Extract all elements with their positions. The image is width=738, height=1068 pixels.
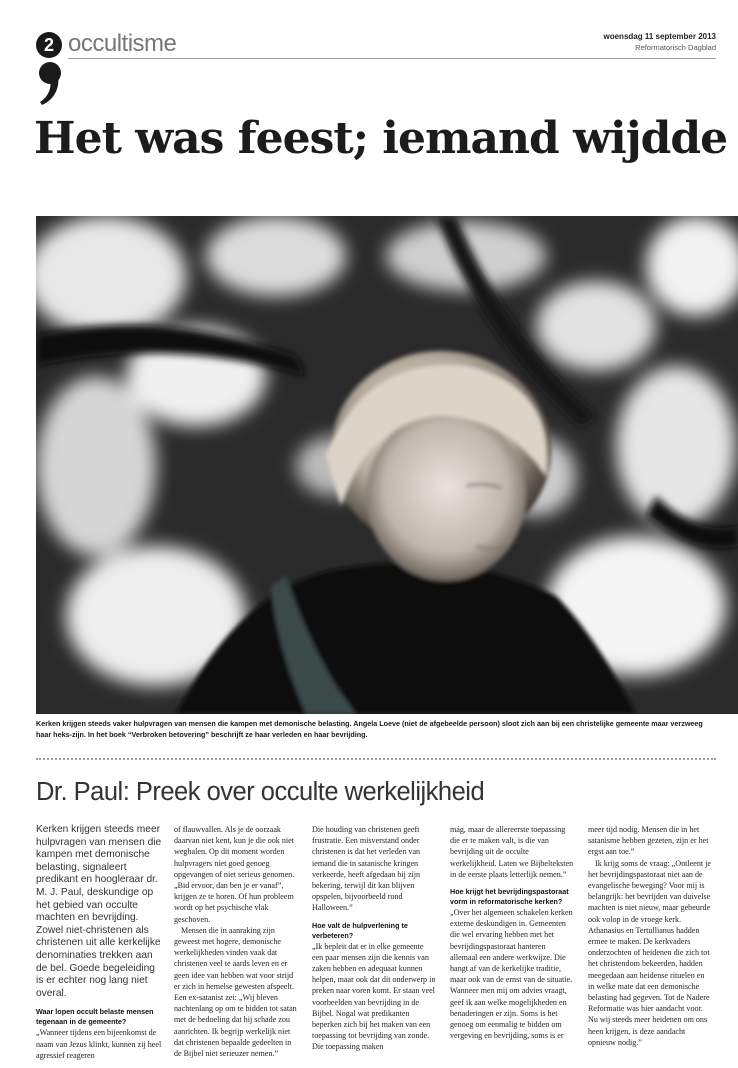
- photo-caption: Kerken krijgen steeds vaker hulpvragen van mensen die kampen met demonische belasting. Angela Loeve (niet de afgebeelde persoon) sloot zich aan bij een christelijke gemeente maar verzweeg haar heks-zijn. In het boek “Verbroken betovering” beschrijft ze haar verleden en haar bevrijding.: [36, 719, 703, 739]
- article-paragraph: meer tijd nodig. Mensen die in het satanisme hebben gezeten, zijn er het ergst aan toe.”: [588, 825, 709, 857]
- interview-question-1: Waar lopen occult belaste mensen tegenaan in de gemeente?: [36, 1007, 154, 1027]
- article-paragraph: „Ik bepleit dat er in elke gemeente een paar mensen zijn die kennis van zaken hebben en adequaat kunnen helpen, maar ook dat dit onderwerp in preken naar voren komt. Er staan veel voorbeelden van bevrijding in de Bijbel. Nogal wat predikanten beperken zich bij het maken van een toepassing tot bevrijding van zonde. Die toepassing maken: [312, 941, 436, 1052]
- article-paragraph: „Wanneer tijdens een bijeenkomst de naam van Jezus klinkt, kunnen zij heel agressief reageren: [36, 1028, 162, 1060]
- article-column-1: [36, 824, 164, 1061]
- article-paragraph: „Over het algemeen schakelen kerken externe deskundigen in. Gemeenten die wel ervaring hebben met het bevrijdingspastoraat hanteren allemaal een andere werkwijze. Die hangt af van de kerkelijke traditie, maar ook van de ernst van de situatie. Wanneer men mij om advies vraagt, geef ik aan welke mogelijkheden en benaderingen er zijn. Soms is het genoeg om eenmalig te bidden om vergeving en bevrijding, soms is er: [450, 908, 573, 1041]
- article-column-2: [174, 824, 298, 1059]
- article-title: Dr. Paul: Preek over occulte werkelijkheid: [36, 778, 485, 806]
- dotted-divider: [36, 758, 716, 761]
- section-title: occultisme: [68, 30, 177, 57]
- headline: Het was feest; iemand wijdde: [34, 113, 728, 164]
- article-column-4: [450, 824, 574, 1041]
- feature-photo: [36, 216, 738, 714]
- interview-question-3: Hoe krijgt het bevrijdingspastoraat vorm in reformatorische kerken?: [450, 887, 569, 907]
- article-intro: Kerken krijgen steeds meer hulpvragen van mensen die kampen met demonische belasting, signaleert predikant en hoogleraar dr. M. J. Paul, deskundige op het gebied van occulte machten en bevrijding. Zowel niet-christenen als christenen uit alle kerkelijke denominaties trekken aan de bel. Goede begeleiding is er echter nog lang niet overal.: [36, 824, 162, 999]
- article-paragraph: mág, maar de allereerste toepassing die er te maken valt, is die van bevrijding uit de occulte werkelijkheid. Laten we Bijbelteksten in de eerste plaats letterlijk nemen.”: [450, 825, 574, 879]
- article-body: [36, 824, 716, 1060]
- article-column-5: [588, 824, 712, 1048]
- article-paragraph: Die houding van christenen geeft frustratie. Een misverstand onder christenen is dat het verleden van iemand die in satanische kringen verkeerde, heeft afgedaan bij zijn bekering, terwijl dit kan blijven opspelen, bijvoorbeeld rond Halloween.”: [312, 825, 421, 913]
- publication-date: woensdag 11 september 2013: [603, 32, 716, 41]
- comma-icon: [36, 60, 62, 106]
- article-column-3: [312, 824, 436, 1053]
- article-paragraph: Mensen die in aanraking zijn geweest met hogere, demonische werkelijkheden vinden vaak dat christenen veel te aards leven en er geen idee van hebben wat voor strijd er zich in hemelse gewesten afspeelt. Een ex-satanist zei: „Wij bleven nachtenlang op om te bidden tot satan met de bedoeling dat hij schade zou aanrichten. Ik begrijp werkelijk niet dat christenen bepaalde gedeelten in de Bijbel niet serieuzer nemen.”: [174, 925, 297, 1059]
- page-number-badge: 2: [36, 32, 62, 58]
- page-header: [36, 30, 716, 58]
- article-paragraph: of flauwvallen. Als je de oorzaak daarvan niet kent, kun je die ook niet weghalen. Op dit moment worden hulpvragers niet goed genoeg opgevangen of niet serieus genomen. „Bid ervoor, dan ben je er vanaf”, krijgen ze te horen. Of hun probleem wordt op het psychische vlak geschoven.: [174, 825, 295, 924]
- newspaper-name: Reformatorisch Dagblad: [635, 43, 716, 52]
- article-paragraph: Ik krijg soms de vraag: „Ontleent je het bevrijdingspastoraat niet aan de evangelische beweging? Voor mij is belangrijk: het bevrijden van duivelse machten is niet nieuw, maar gebeurde ook volop in de vroege kerk. Athanasius en Tertullianus hadden ermee te maken. De kerkvaders onderzochten of heidenen die zich tot het christendom bekeerden, hadden meegedaan aan heidense rituelen en in welke mate dat een demonische belasting had gegeven. Tot de Nadere Reformatie was hier aandacht voor. Nu wij steeds meer heidenen om ons heen krijgen, is deze aandacht opnieuw nodig.”: [588, 858, 711, 1047]
- interview-question-2: Hoe valt de hulpverlening te verbeteren?: [312, 920, 408, 940]
- header-divider: [68, 58, 716, 59]
